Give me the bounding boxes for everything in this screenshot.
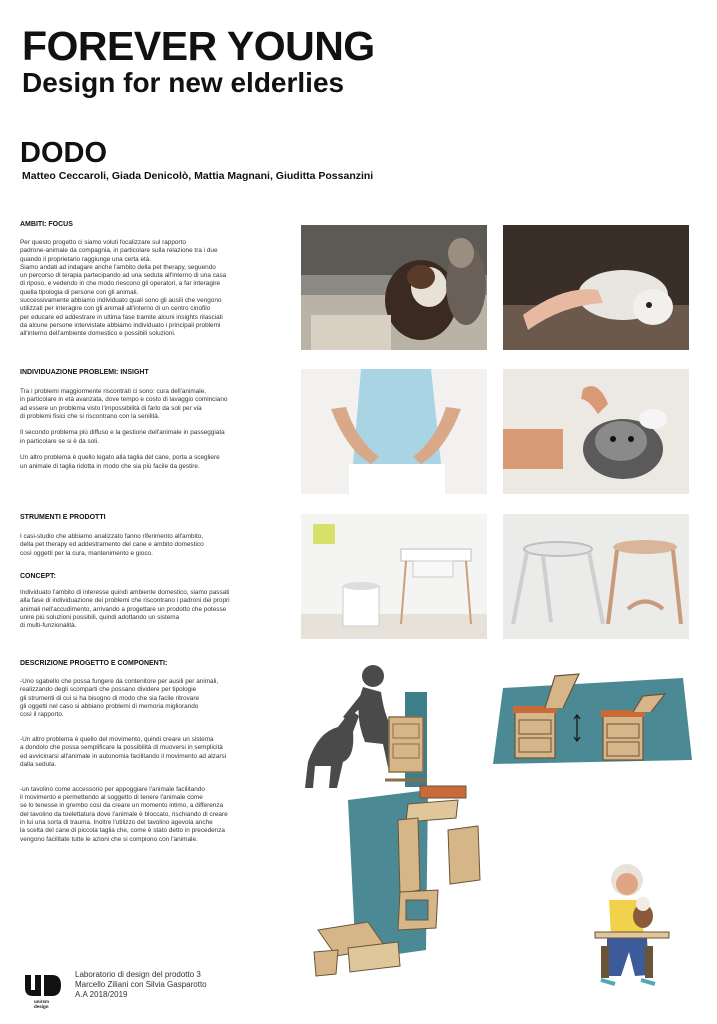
authors: Matteo Ceccaroli, Giada Denicolò, Mattia Magnani, Giuditta Possanzini [22,170,374,182]
section-heading-descrizione: DESCRIZIONE PROGETTO E COMPONENTI: [20,660,168,667]
interior-furniture-photo [301,514,487,639]
svg-text:unirsm: unirsm [34,999,50,1004]
unirsm-logo [24,974,62,1010]
section-heading-strumenti: STRUMENTI E PRODOTTI [20,514,106,521]
section-heading-concept: CONCEPT: [20,573,56,580]
elderly-woman-illustration [585,860,685,990]
person-dog-illustration [303,662,443,794]
svg-text:design: design [34,1004,49,1009]
section-text-insight: Tra i problemi maggiormente riscontrati ci sono: cura dell'animale, in particolare in età avanzata, dove tempo e costo di lavaggio cominciano ad essere un problema visto l'impossibilità di farlo da soli per via di problemi fisici che si riscontrano con la senilità. Il secondo problema più diffuso e la gestione dell'animale in passeggiata in particolare se si è da soli. Un altro problema è quello legato alla taglia del cane, porta a scegliere un animale di taglia ridotta in modo che sia più facile da gestire. [20,388,228,470]
stools-photo [503,514,689,639]
poster-subtitle: Design for new elderlies [22,67,345,98]
section-text-concept: Individuato l'ambito di interesse quindi ambiente domestico, siamo passati alla fase di individuazione dei problemi che riscontrano i padroni dei propri animali nell'accudimento, arrivando a progettare un prodotto che potesse unire più soluzioni possibili, quindi adottando un sistema di multi-funzionalità. [20,589,230,630]
pet-therapy-photo [301,225,487,350]
footer-course-info: Laboratorio di design del prodotto 3 Marcello Ziliani con Silvia Gasparotto A.A 2018/2019 [75,970,207,999]
project-name: DODO [20,137,107,169]
section-heading-focus: AMBITI: FOCUS [20,221,73,228]
section-text-strumenti: I casi-studio che abbiamo analizzato fanno riferimento all'ambito, della pet therapy ed addestramento del cane e ambito domestico così oggetti per la cura, mantenimento e gioco. [20,533,204,557]
dog-washing-photo [503,369,689,494]
poster-title: FOREVER YOUNG [22,23,375,69]
exploded-components-illustration [308,780,508,978]
dog-petting-photo [503,225,689,350]
rocking-stool-illustration [493,668,692,768]
section-heading-insight: INDIVIDUAZIONE PROBLEMI: INSIGHT [20,369,149,376]
back-pain-photo [301,369,487,494]
section-text-focus: Per questo progetto ci siamo voluti focalizzare sul rapporto padrone-animale da compagnia, in particolare sulla relazione tra i due quando il proprietario raggiunge una certa età. Siamo andati ad indagare anche l'ambito della pet therapy, seguendo un percorso di terapia partecipando ad una seduta all'interno di una casa di riposo, e vedendo in che modo riescono gli operatori, a far interagire quella tipologia di persone con gli animali. successivamente abbiamo individuato quali sono gli ausili che vengono utilizzati per interagire con gli animali all'interno di un centro cinofilo per educare ed addestrare in ultima fase tramite alcuni insights rilasciati da alcune persone intervistate abbiamo individuato i principali problemi all'interno dell'ambiente domestico e possibili soluzioni. [20,239,227,338]
section-text-descrizione: -Uno sgabello che possa fungere da contenitore per ausili per animali, realizzando degli scomparti che possano dividere per tipologie gli strumenti di cui si ha bisogno di modo che sia facile ritrovare gli oggetti nel caso si abbiano problemi di memoria migliorando così il rapporto. -Un altro problema è quello del movimento, quindi creare un sistema a dondolo che possa semplificare la possibilità di muoversi in semplicità ed avvicinarsi all'animale in autonomia facilitando il movimento ad alzarsi dalla seduta. -un tavolino come accessorio per appoggiare l'animale facilitando il movimento e permettendo al soggetto di tenere l'animale come se lo tenesse in grembo così da creare un momento intimo, a differenza del tavolino da toelettatura dove l'animale è bloccato, rischiando di creare in lui una sorta di trauma. Inoltre l'utilizzo del tavolino agevola anche la scelta del cane di piccola taglia che, come è stato detto in precedenza vengono facilitate tutte le azioni che si compiono con l'animale. [20,678,228,843]
